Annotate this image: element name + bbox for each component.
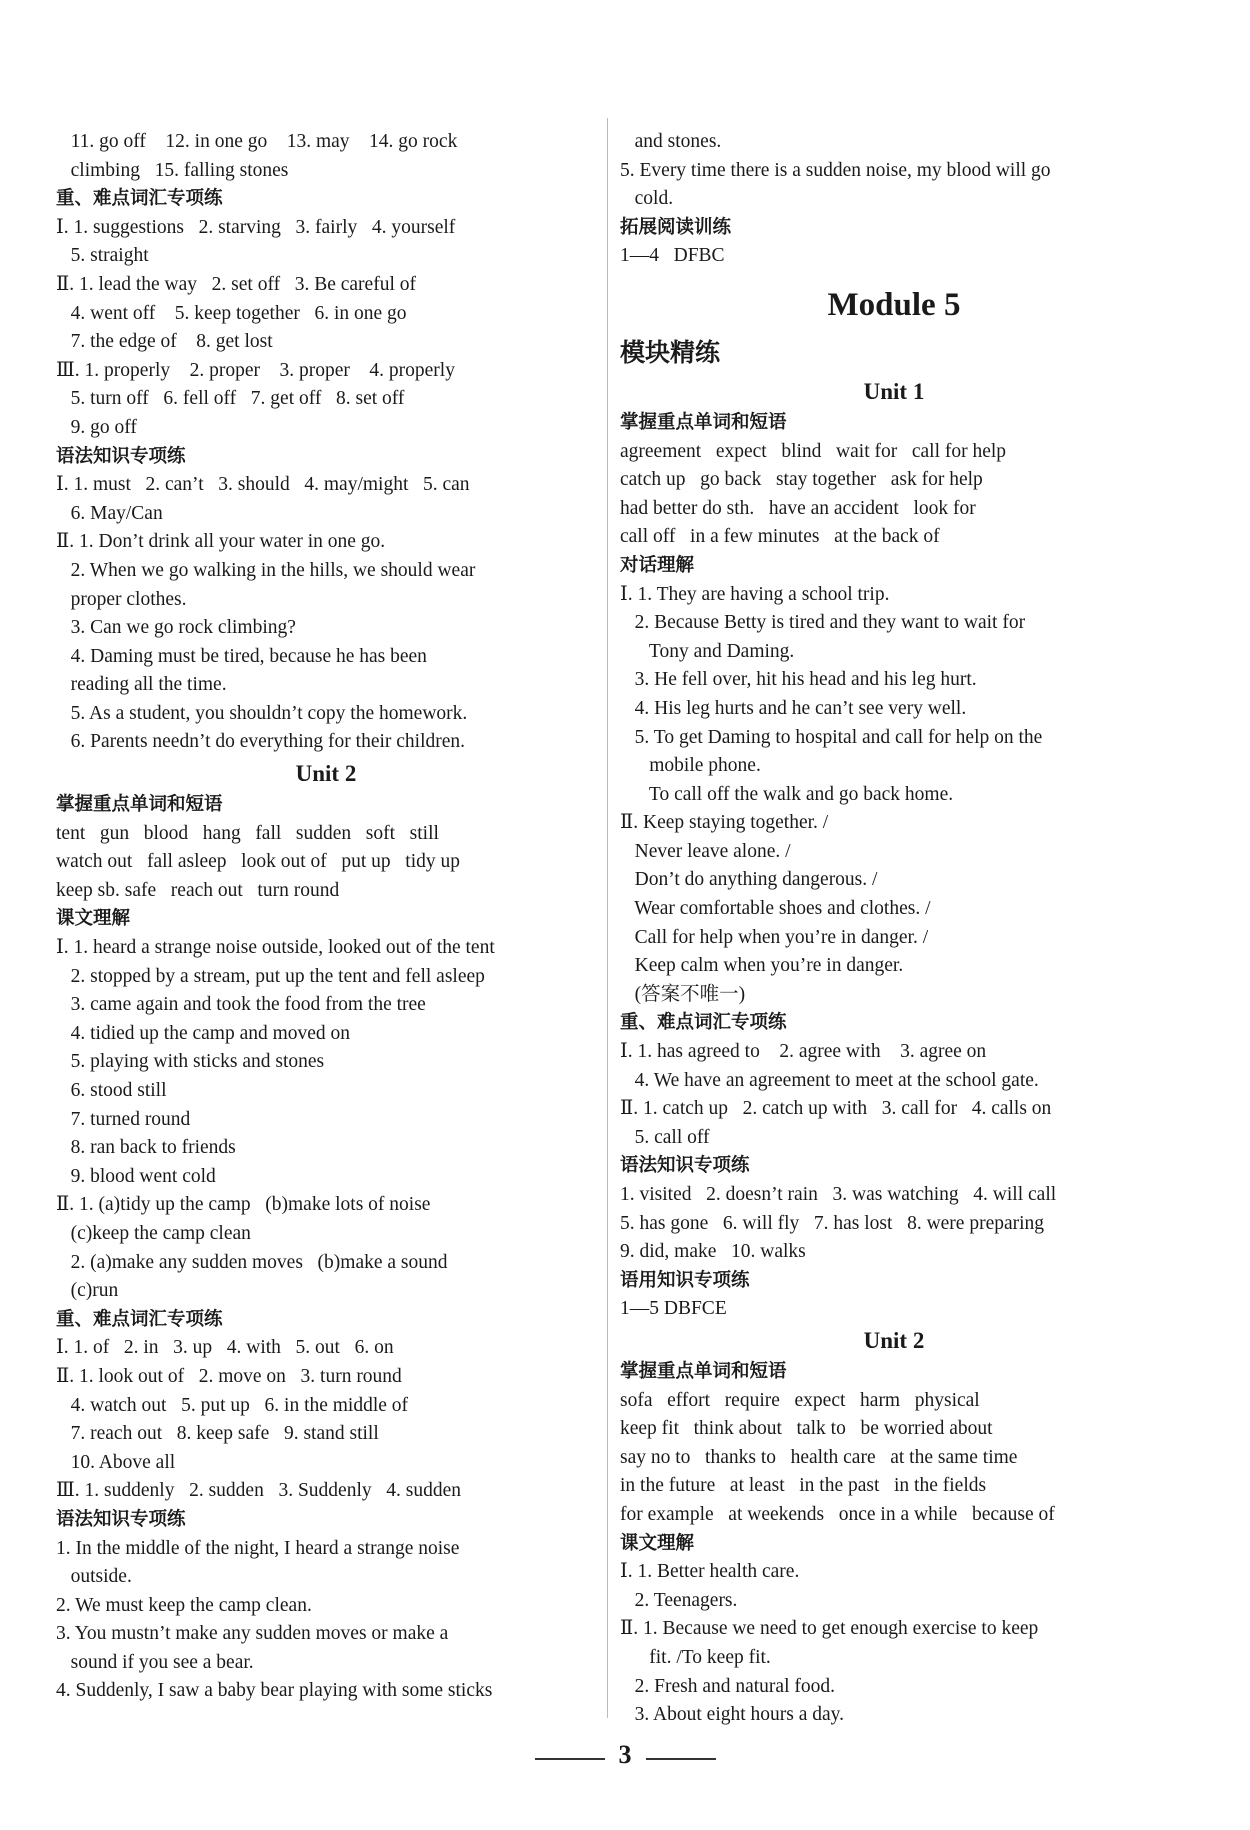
answer-line: keep fit think about talk to be worried about	[620, 1418, 993, 1440]
answer-line: 5. Every time there is a sudden noise, my blood will go	[620, 159, 1051, 181]
unit-heading: Unit 1	[863, 378, 925, 404]
answer-line: 5. straight	[56, 245, 149, 267]
answer-line: 4. We have an agreement to meet at the school gate.	[620, 1069, 1039, 1091]
page-footer	[0, 1740, 1250, 1770]
answer-line: 9. blood went cold	[56, 1165, 216, 1187]
answer-line: 6. stood still	[56, 1080, 167, 1101]
answer-line: (c)keep the camp clean	[56, 1222, 251, 1244]
section-heading: 课文理解	[620, 1532, 695, 1554]
answer-line: 10. Above all	[56, 1451, 176, 1473]
answer-line: proper clothes.	[56, 588, 187, 610]
answer-line: 5. turn off 6. fell off 7. get off 8. set off	[56, 388, 405, 410]
answer-line: catch up go back stay together ask for help	[620, 469, 983, 491]
answer-line: Ⅰ. 1. They are having a school trip.	[620, 583, 890, 605]
answer-line: keep sb. safe reach out turn round	[56, 879, 340, 901]
answer-line: and stones.	[620, 131, 722, 152]
section-heading: 语法知识专项练	[56, 1508, 186, 1530]
section-heading: 语用知识专项练	[620, 1269, 750, 1291]
answer-line: Never leave alone. /	[620, 840, 791, 862]
answer-line: climbing 15. falling stones	[56, 159, 289, 181]
answer-line: Ⅰ. 1. of 2. in 3. up 4. with 5. out 6. on	[56, 1337, 394, 1359]
page-number: 3	[618, 1740, 632, 1769]
answer-line: 5. To get Daming to hospital and call for help on the	[620, 726, 1043, 748]
section-heading: 语法知识专项练	[620, 1155, 750, 1177]
answer-line: Ⅰ. 1. suggestions 2. starving 3. fairly 4. yourself	[56, 216, 456, 238]
answer-line: 5. call off	[620, 1126, 710, 1148]
answer-line: Call for help when you’re in danger. /	[620, 926, 929, 948]
answer-line: 2. Teenagers.	[620, 1589, 738, 1611]
answer-line: Ⅲ. 1. properly 2. proper 3. proper 4. properly	[56, 359, 455, 381]
answer-line: Don’t do anything dangerous. /	[620, 869, 878, 891]
answer-line: watch out fall asleep look out of put up tidy up	[56, 851, 461, 873]
answer-line: Keep calm when you’re in danger.	[620, 955, 904, 977]
column-divider	[607, 118, 608, 1718]
answer-line: Ⅱ. 1. catch up 2. catch up with 3. call for 4. calls on	[620, 1098, 1052, 1120]
section-heading: 重、难点词汇专项练	[620, 1012, 787, 1034]
answer-line: 9. did, make 10. walks	[620, 1241, 806, 1263]
section-heading: 课文理解	[56, 908, 131, 930]
answer-line: 11. go off 12. in one go 13. may 14. go rock	[56, 131, 458, 152]
unit-heading: Unit 2	[295, 761, 357, 787]
answer-line: (c)run	[56, 1280, 119, 1302]
answer-line: 4. Suddenly, I saw a baby bear playing with some sticks	[56, 1680, 493, 1702]
answer-line: 4. Daming must be tired, because he has been	[56, 645, 427, 667]
answer-line: 6. Parents needn’t do everything for their children.	[56, 731, 466, 753]
answer-line: Ⅰ. 1. has agreed to 2. agree with 3. agree on	[620, 1041, 987, 1063]
answer-line: mobile phone.	[620, 755, 761, 777]
answer-line: reading all the time.	[56, 674, 227, 696]
answer-line: 1—4 DFBC	[620, 245, 725, 267]
answer-line: Wear comfortable shoes and clothes. /	[620, 898, 931, 920]
section-heading: 语法知识专项练	[56, 445, 186, 467]
answer-line: Ⅱ. 1. Don’t drink all your water in one go.	[56, 531, 386, 553]
answer-line: Ⅱ. 1. look out of 2. move on 3. turn round	[56, 1365, 402, 1387]
section-heading: 掌握重点单词和短语	[620, 411, 787, 433]
answer-line: 3. Can we go rock climbing?	[56, 617, 296, 639]
unit-heading: Unit 2	[863, 1327, 925, 1353]
answer-line: fit. /To keep fit.	[620, 1646, 771, 1668]
answer-line: 2. (a)make any sudden moves (b)make a sound	[56, 1251, 448, 1273]
answer-line: 9. go off	[56, 416, 137, 438]
answer-line: 4. watch out 5. put up 6. in the middle of	[56, 1394, 409, 1416]
answer-line: 2. We must keep the camp clean.	[56, 1594, 312, 1616]
answer-line: tent gun blood hang fall sudden soft still	[56, 822, 439, 844]
answer-line: Ⅱ. 1. lead the way 2. set off 3. Be careful of	[56, 273, 416, 295]
answer-line: in the future at least in the past in the fields	[620, 1475, 987, 1497]
answer-line: Tony and Daming.	[620, 640, 795, 662]
answer-line: 2. stopped by a stream, put up the tent and fell asleep	[56, 965, 485, 987]
answer-line: say no to thanks to health care at the same time	[620, 1446, 1018, 1468]
section-heading: 掌握重点单词和短语	[56, 794, 223, 816]
answer-line: Ⅰ. 1. Better health care.	[620, 1561, 800, 1583]
footer-ornament-left	[535, 1758, 605, 1760]
section-heading: 拓展阅读训练	[620, 216, 732, 238]
answer-line: 5. As a student, you shouldn’t copy the homework.	[56, 702, 468, 724]
footer-ornament-right	[646, 1758, 716, 1760]
answer-line: 3. About eight hours a day.	[620, 1704, 845, 1726]
answer-line: 5. playing with sticks and stones	[56, 1051, 325, 1073]
answer-line: for example at weekends once in a while because of	[620, 1503, 1055, 1525]
answer-line: 1—5 DBFCE	[620, 1298, 727, 1320]
answer-line: 7. turned round	[56, 1108, 191, 1130]
answer-line: Ⅲ. 1. suddenly 2. sudden 3. Suddenly 4. sudden	[56, 1480, 461, 1502]
answer-line: outside.	[56, 1566, 132, 1588]
answer-line: To call off the walk and go back home.	[620, 783, 954, 805]
answer-line: (答案不唯一)	[620, 983, 746, 1005]
module-title: Module 5	[827, 286, 961, 323]
answer-line: 4. tidied up the camp and moved on	[56, 1022, 351, 1044]
right-column	[620, 128, 1168, 1730]
answer-line: 3. You mustn’t make any sudden moves or make a	[56, 1623, 449, 1645]
answer-line: 2. Fresh and natural food.	[620, 1675, 835, 1697]
answer-line: 7. the edge of 8. get lost	[56, 331, 273, 353]
answer-line: 6. May/Can	[56, 502, 163, 524]
answer-line: 2. When we go walking in the hills, we should wear	[56, 559, 476, 581]
answer-line: 2. Because Betty is tired and they want to wait for	[620, 612, 1026, 634]
answer-line: cold.	[620, 188, 674, 210]
answer-line: 1. visited 2. doesn’t rain 3. was watching 4. will call	[620, 1184, 1057, 1205]
section-heading: 对话理解	[620, 554, 695, 576]
answer-line: 3. came again and took the food from the tree	[56, 994, 426, 1016]
answer-line: 1. In the middle of the night, I heard a strange noise	[56, 1537, 460, 1559]
section-heading: 重、难点词汇专项练	[56, 188, 223, 210]
answer-line: 4. went off 5. keep together 6. in one go	[56, 302, 407, 324]
answer-line: Ⅰ. 1. heard a strange noise outside, looked out of the tent	[56, 937, 495, 959]
module-section-heading: 模块精练	[620, 337, 721, 367]
answer-line: Ⅰ. 1. must 2. can’t 3. should 4. may/might 5. can	[56, 474, 470, 496]
answer-line: 4. His leg hurts and he can’t see very well.	[620, 697, 967, 719]
answer-line: 7. reach out 8. keep safe 9. stand still	[56, 1423, 379, 1445]
answer-line: had better do sth. have an accident look for	[620, 497, 976, 519]
section-heading: 掌握重点单词和短语	[620, 1360, 787, 1382]
answer-line: agreement expect blind wait for call for help	[620, 440, 1007, 462]
answer-line: Ⅱ. Keep staying together. /	[620, 812, 829, 834]
answer-line: Ⅱ. 1. (a)tidy up the camp (b)make lots of noise	[56, 1194, 431, 1216]
answer-line: Ⅱ. 1. Because we need to get enough exercise to keep	[620, 1618, 1039, 1640]
answer-line: sound if you see a bear.	[56, 1651, 254, 1673]
left-column	[56, 128, 596, 1706]
answer-line: call off in a few minutes at the back of	[620, 526, 940, 548]
answer-line: 3. He fell over, hit his head and his leg hurt.	[620, 669, 977, 691]
answer-line: sofa effort require expect harm physical	[620, 1389, 980, 1411]
answer-line: 5. has gone 6. will fly 7. has lost 8. were preparing	[620, 1212, 1045, 1234]
answer-line: 8. ran back to friends	[56, 1137, 236, 1159]
section-heading: 重、难点词汇专项练	[56, 1308, 223, 1330]
